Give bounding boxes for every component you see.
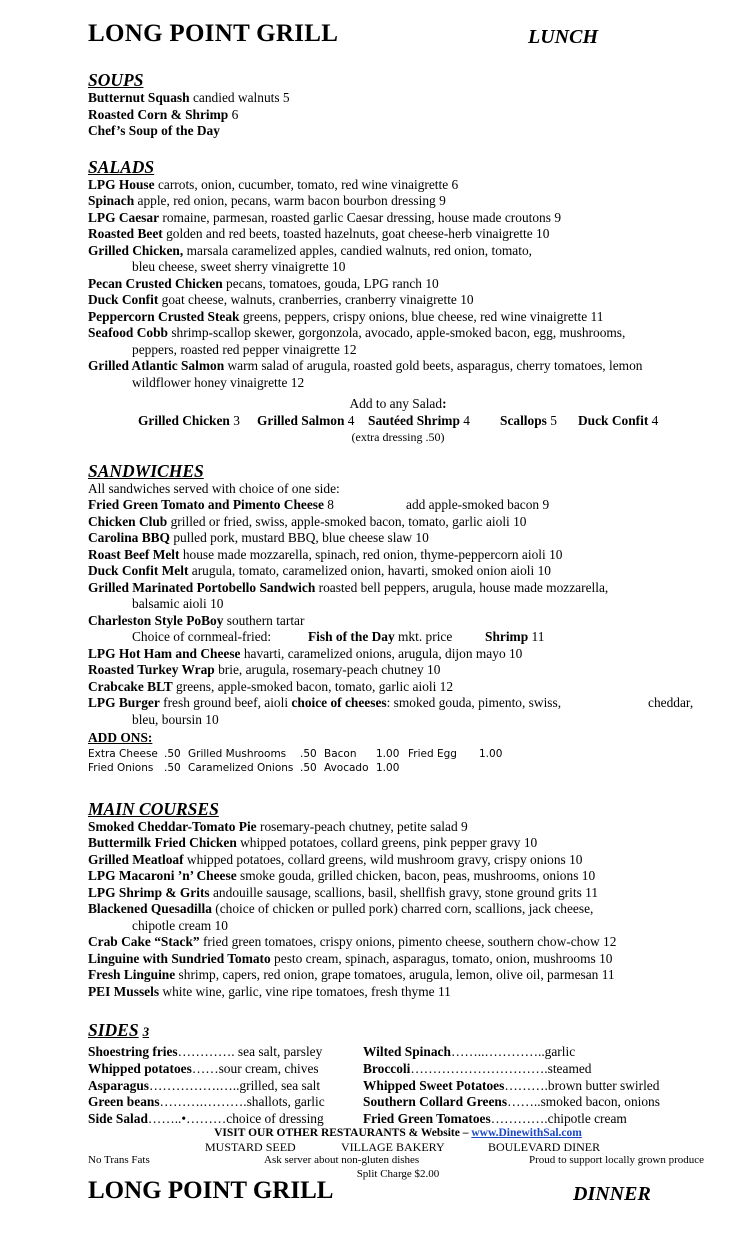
menu-item	[88, 226, 708, 243]
sides-title-text: SIDES	[88, 1020, 139, 1040]
item-desc: 6	[228, 106, 239, 122]
menu-item	[88, 107, 708, 124]
addon-price: 4	[459, 412, 470, 428]
meal-title: LUNCH	[528, 26, 598, 48]
item-name: Buttermilk Fried Chicken	[88, 835, 237, 850]
item-name: LPG Burger	[88, 695, 160, 710]
addon-price: .50	[164, 761, 181, 774]
addon-name: Fried Onions	[88, 761, 154, 774]
no-trans-fats: No Trans Fats	[88, 1154, 150, 1166]
item-name: LPG Macaroni ’n’ Cheese	[88, 868, 237, 883]
menu-item	[88, 309, 708, 326]
salad-addon-heading	[88, 396, 708, 413]
choice-label: Choice of cornmeal-fried:	[132, 629, 272, 644]
menu-item	[88, 123, 708, 140]
item-name: LPG Hot Ham and Cheese	[88, 645, 241, 661]
addon-name: Extra Cheese	[88, 747, 158, 760]
item-desc: greens, apple-smoked bacon, tomato, garlic aioli 12	[172, 678, 454, 694]
side-item	[363, 1078, 660, 1095]
side-desc: chipotle cream	[547, 1111, 627, 1127]
menu-item	[88, 514, 708, 531]
other-restaurants	[88, 1140, 708, 1154]
side-dots: ………………………….	[410, 1060, 548, 1076]
item-desc: arugula, tomato, caramelized onion, havarti, smoked onion aioli 10	[188, 563, 551, 578]
item-desc: shrimp-scallop skewer, gorgonzola, avocado, apple-smoked bacon, egg, mushrooms,	[168, 325, 626, 340]
menu-item	[88, 497, 708, 514]
extra-dressing-note: (extra dressing .50)	[351, 429, 445, 444]
side-item	[363, 1044, 660, 1061]
item-desc: fried green tomatoes, crispy onions, pimento cheese, southern chow-chow 12	[199, 934, 617, 949]
menu-item	[88, 695, 708, 712]
side-desc: sour cream, chives	[218, 1060, 319, 1076]
menu-item	[88, 984, 708, 1001]
salad-addon	[578, 413, 658, 430]
side-name: Asparagus	[88, 1077, 150, 1093]
item-desc: southern tartar	[223, 612, 305, 628]
addon-price: 5	[546, 412, 557, 428]
side-name: Green beans	[88, 1094, 160, 1110]
item-name: PEI Mussels	[88, 983, 160, 999]
menu-header	[88, 20, 648, 54]
side-dots: ……	[191, 1060, 219, 1076]
salad-addon	[500, 413, 557, 430]
item-desc: apple, red onion, pecans, warm bacon bourbon dressing 9	[134, 193, 446, 208]
menu-footer	[88, 1126, 708, 1181]
item-continuation: bleu cheese, sweet sherry vinaigrette 10	[132, 259, 346, 274]
side-name: Side Salad	[88, 1111, 148, 1127]
item-desc: candied walnuts 5	[189, 90, 290, 105]
poboy-choice	[88, 629, 708, 646]
item-name: Roasted Turkey Wrap	[88, 662, 215, 677]
item-price: 8	[323, 497, 334, 512]
sandwiches-list	[88, 481, 708, 775]
section-title-main-courses: MAIN COURSES	[88, 798, 219, 819]
side-dots: ………….	[177, 1044, 235, 1059]
menu-item	[88, 243, 708, 260]
menu-item	[88, 819, 708, 836]
item-name: Grilled Chicken,	[88, 242, 184, 258]
sides-price: 3	[142, 1024, 150, 1039]
item-name: Fried Green Tomato and Pimento Cheese	[88, 497, 324, 512]
item-desc: romaine, parmesan, roasted garlic Caesar dressing, house made croutons 9	[159, 209, 562, 225]
restaurant-name: BOULEVARD DINER	[488, 1140, 601, 1154]
side-dots: ………….	[490, 1111, 548, 1127]
addons-row	[88, 747, 708, 761]
salad-addon-colon: :	[442, 396, 447, 411]
item-desc: golden and red beets, toasted hazelnuts, goat cheese-herb vinaigrette 10	[162, 226, 550, 241]
menu-item	[88, 210, 708, 227]
addon-name: Grilled Salmon	[257, 412, 345, 428]
item-name: Butternut Squash	[88, 90, 190, 105]
side-desc: steamed	[547, 1060, 592, 1076]
item-name: Spinach	[88, 193, 135, 208]
addon-price: 1.00	[376, 747, 400, 760]
bottom-meal-title: DINNER	[573, 1183, 651, 1205]
item-name: LPG Shrimp & Grits	[88, 884, 210, 900]
item-desc: roasted bell peppers, arugula, house made mozzarella,	[315, 579, 609, 595]
local-produce-note: Proud to support locally grown produce	[529, 1154, 705, 1166]
item-desc: grilled or fried, swiss, apple-smoked bacon, tomato, garlic aioli 10	[167, 513, 527, 529]
side-name: Southern Collard Greens	[363, 1094, 508, 1110]
choice-shrimp-price: 11	[528, 629, 545, 644]
menu-item	[88, 563, 708, 580]
addon-name: Grilled Mushrooms	[188, 747, 287, 760]
menu-content	[88, 70, 708, 1134]
addon-price: 4	[344, 412, 355, 428]
menu-item	[88, 662, 708, 679]
addons-row	[88, 761, 708, 775]
addon-name: Caramelized Onions	[188, 761, 294, 774]
side-name: Wilted Spinach	[363, 1044, 451, 1059]
item-desc: carrots, onion, cucumber, tomato, red wine vinaigrette 6	[154, 176, 459, 192]
item-name: Crabcake BLT	[88, 678, 173, 694]
item-name: Duck Confit	[88, 292, 159, 307]
menu-item	[88, 547, 708, 564]
item-desc: house made mozzarella, spinach, red onion, thyme-peppercorn aioli 10	[179, 546, 563, 562]
addon-name: Duck Confit	[578, 412, 649, 428]
restaurant-name: MUSTARD SEED	[205, 1140, 296, 1154]
salads-list	[88, 177, 708, 392]
menu-item	[88, 358, 708, 375]
addon-price: .50	[164, 747, 181, 760]
side-desc: garlic	[544, 1044, 576, 1059]
side-name: Whipped potatoes	[88, 1060, 192, 1076]
item-name: Smoked Cheddar-Tomato Pie	[88, 818, 257, 834]
side-item	[88, 1044, 325, 1061]
menu-item	[88, 868, 708, 885]
gluten-note: Ask server about non-gluten dishes	[264, 1154, 420, 1166]
item-desc: andouille sausage, scallions, basil, shellfish gravy, stone ground grits 11	[209, 884, 599, 900]
menu-item	[88, 951, 708, 968]
side-desc: choice of dressing	[226, 1111, 324, 1127]
addon-name: Sautéed Shrimp	[368, 412, 460, 428]
side-desc: sea salt, parsley	[234, 1044, 323, 1059]
menu-item	[88, 530, 708, 547]
salad-addon	[368, 413, 470, 430]
addon-price: 1.00	[376, 761, 400, 774]
menu-item	[88, 852, 708, 869]
website-link[interactable]: www.DinewithSal.com	[471, 1127, 582, 1139]
side-desc: shallots, garlic	[246, 1094, 325, 1110]
item-desc: goat cheese, walnuts, cranberries, cranberry vinaigrette 10	[158, 292, 474, 307]
menu-item	[88, 901, 708, 918]
burger-choice: choice of cheeses	[291, 695, 387, 710]
section-title-sandwiches: SANDWICHES	[88, 460, 204, 481]
restaurant-name: VILLAGE BAKERY	[341, 1140, 445, 1154]
addon-name: Scallops	[500, 412, 547, 428]
choice-shrimp-name: Shrimp	[485, 629, 529, 644]
item-addon: add apple-smoked bacon 9	[406, 497, 550, 512]
item-name: Duck Confit Melt	[88, 563, 189, 578]
item-desc: brie, arugula, rosemary-peach chutney 10	[214, 662, 441, 677]
addon-price: 4	[648, 412, 659, 428]
item-line	[88, 497, 334, 514]
menu-item	[88, 835, 708, 852]
item-name: Roasted Corn & Shrimp	[88, 106, 229, 122]
item-desc: white wine, garlic, vine ripe tomatoes, fresh thyme 11	[159, 983, 451, 999]
menu-item	[88, 292, 708, 309]
item-desc: greens, peppers, crispy onions, blue cheese, red wine vinaigrette 11	[239, 308, 604, 324]
burger-cheddar: cheddar,	[648, 695, 694, 710]
visit-line	[88, 1126, 708, 1140]
item-name: Fresh Linguine	[88, 967, 176, 982]
item-name: Chef’s Soup of the Day	[88, 123, 220, 138]
salad-addon-row	[88, 413, 708, 430]
addon-name: Fried Egg	[408, 747, 457, 760]
addon-price: 3	[229, 412, 240, 428]
addon-price: .50	[300, 761, 317, 774]
item-name: Roasted Beet	[88, 226, 163, 241]
side-dots: …………….…..	[149, 1077, 240, 1093]
section-title-soups: SOUPS	[88, 70, 144, 90]
burger-line	[88, 695, 561, 712]
side-dots: ……..…………..	[450, 1044, 545, 1059]
item-name: Blackened Quesadilla	[88, 901, 212, 916]
item-name: LPG House	[88, 176, 155, 192]
restaurant-title: LONG POINT GRILL	[88, 20, 339, 47]
item-desc: pulled pork, mustard BBQ, blue cheese slaw 10	[169, 530, 429, 545]
side-name: Whipped Sweet Potatoes	[363, 1077, 505, 1093]
menu-item	[88, 885, 708, 902]
menu-item	[88, 613, 708, 630]
item-desc: shrimp, capers, red onion, grape tomatoes, arugula, lemon, olive oil, parmesan 11	[175, 967, 615, 982]
choice-fish-price: mkt. price	[394, 629, 453, 644]
menu-item	[88, 193, 708, 210]
item-desc: smoke gouda, grilled chicken, bacon, peas, mushrooms, onions 10	[236, 868, 596, 883]
side-dots: ……….……….	[159, 1094, 247, 1110]
item-name: Linguine with Sundried Tomato	[88, 950, 271, 966]
item-desc: havarti, caramelized onions, arugula, dijon mayo 10	[240, 645, 523, 661]
item-continuation: balsamic aioli 10	[132, 596, 224, 611]
side-item	[88, 1061, 325, 1078]
section-title-salads: SALADS	[88, 156, 155, 177]
menu-item	[88, 967, 708, 984]
addon-name: Bacon	[324, 747, 357, 760]
choice-shrimp	[485, 629, 544, 646]
addon-price: .50	[300, 747, 317, 760]
item-name: Seafood Cobb	[88, 325, 168, 340]
item-desc: fresh ground beef, aioli	[159, 695, 292, 710]
salad-addon-label: Add to any Salad	[349, 396, 443, 411]
side-dots: ……..•………	[147, 1111, 227, 1127]
item-name: Roast Beef Melt	[88, 546, 180, 562]
visit-text: VISIT OUR OTHER RESTAURANTS & Website –	[214, 1127, 472, 1139]
item-continuation: wildflower honey vinaigrette 12	[132, 374, 305, 390]
side-name: Shoestring fries	[88, 1044, 178, 1059]
salad-addon	[257, 413, 354, 430]
side-desc: grilled, sea salt	[239, 1077, 321, 1093]
menu-item	[88, 580, 708, 597]
bottom-restaurant-title: LONG POINT GRILL	[88, 1177, 334, 1204]
menu-item	[88, 276, 708, 293]
item-name: Peppercorn Crusted Steak	[88, 308, 240, 324]
item-desc: pesto cream, spinach, asparagus, tomato, onion, mushrooms 10	[270, 950, 613, 966]
item-name: Pecan Crusted Chicken	[88, 275, 223, 291]
addons-title: ADD ONS:	[88, 730, 153, 745]
side-name: Fried Green Tomatoes	[363, 1111, 491, 1127]
menu-item	[88, 646, 708, 663]
side-item	[88, 1094, 325, 1111]
menu-item	[88, 679, 708, 696]
salad-addon	[138, 413, 240, 430]
choice-fish-name: Fish of the Day	[308, 629, 395, 644]
side-dots: ……….	[504, 1077, 548, 1093]
sides-column-right	[363, 1044, 660, 1128]
item-desc: pecans, tomatoes, gouda, LPG ranch 10	[222, 275, 439, 291]
item-continuation: chipotle cream 10	[132, 917, 228, 933]
side-desc: smoked bacon, onions	[540, 1094, 660, 1110]
item-name: Carolina BBQ	[88, 530, 170, 545]
item-name: Grilled Meatloaf	[88, 851, 184, 867]
item-desc: marsala caramelized apples, candied walnuts, red onion, tomato,	[183, 242, 533, 258]
footer-notes	[88, 1154, 708, 1168]
item-continuation: peppers, roasted red pepper vinaigrette 12	[132, 341, 357, 357]
section-title-sides	[88, 1020, 708, 1042]
item-name: Chicken Club	[88, 513, 168, 529]
item-name: Grilled Marinated Portobello Sandwich	[88, 579, 316, 595]
item-desc: (choice of chicken or pulled pork) charred corn, scallions, jack cheese,	[211, 901, 594, 916]
menu-item	[88, 325, 708, 342]
item-name: Grilled Atlantic Salmon	[88, 358, 225, 373]
item-desc: warm salad of arugula, roasted gold beets, asparagus, cherry tomatoes, lemon	[224, 358, 643, 373]
menu-item	[88, 177, 708, 194]
side-item	[363, 1061, 660, 1078]
side-item	[88, 1078, 325, 1095]
menu-item	[88, 934, 708, 951]
item-desc: rosemary-peach chutney, petite salad 9	[256, 818, 468, 834]
menu-item	[88, 90, 708, 107]
addon-name: Grilled Chicken	[138, 412, 230, 428]
sandwich-intro: All sandwiches served with choice of one side:	[88, 480, 340, 496]
side-item	[363, 1094, 660, 1111]
item-name: Crab Cake “Stack”	[88, 934, 200, 949]
item-desc: whipped potatoes, collard greens, pink pepper gravy 10	[236, 835, 538, 850]
item-name: Charleston Style PoBoy	[88, 612, 224, 628]
sides-column-left	[88, 1044, 325, 1128]
soups-list	[88, 90, 708, 140]
choice-fish	[308, 629, 452, 646]
item-desc-2: : smoked gouda, pimento, swiss,	[386, 695, 562, 710]
side-name: Broccoli	[363, 1060, 411, 1076]
item-continuation: bleu, boursin 10	[132, 711, 219, 727]
side-desc: brown butter swirled	[547, 1077, 660, 1093]
item-desc: whipped potatoes, collard greens, wild mushroom gravy, crispy onions 10	[183, 851, 583, 867]
item-name: LPG Caesar	[88, 209, 160, 225]
side-dots: ……..	[507, 1094, 541, 1110]
sides-list	[88, 1044, 708, 1134]
main-courses-list	[88, 819, 708, 1001]
addons-list	[88, 747, 708, 775]
split-charge: Split Charge $2.00	[356, 1168, 440, 1180]
addon-name: Avocado	[324, 761, 369, 774]
addon-price: 1.00	[479, 747, 503, 760]
